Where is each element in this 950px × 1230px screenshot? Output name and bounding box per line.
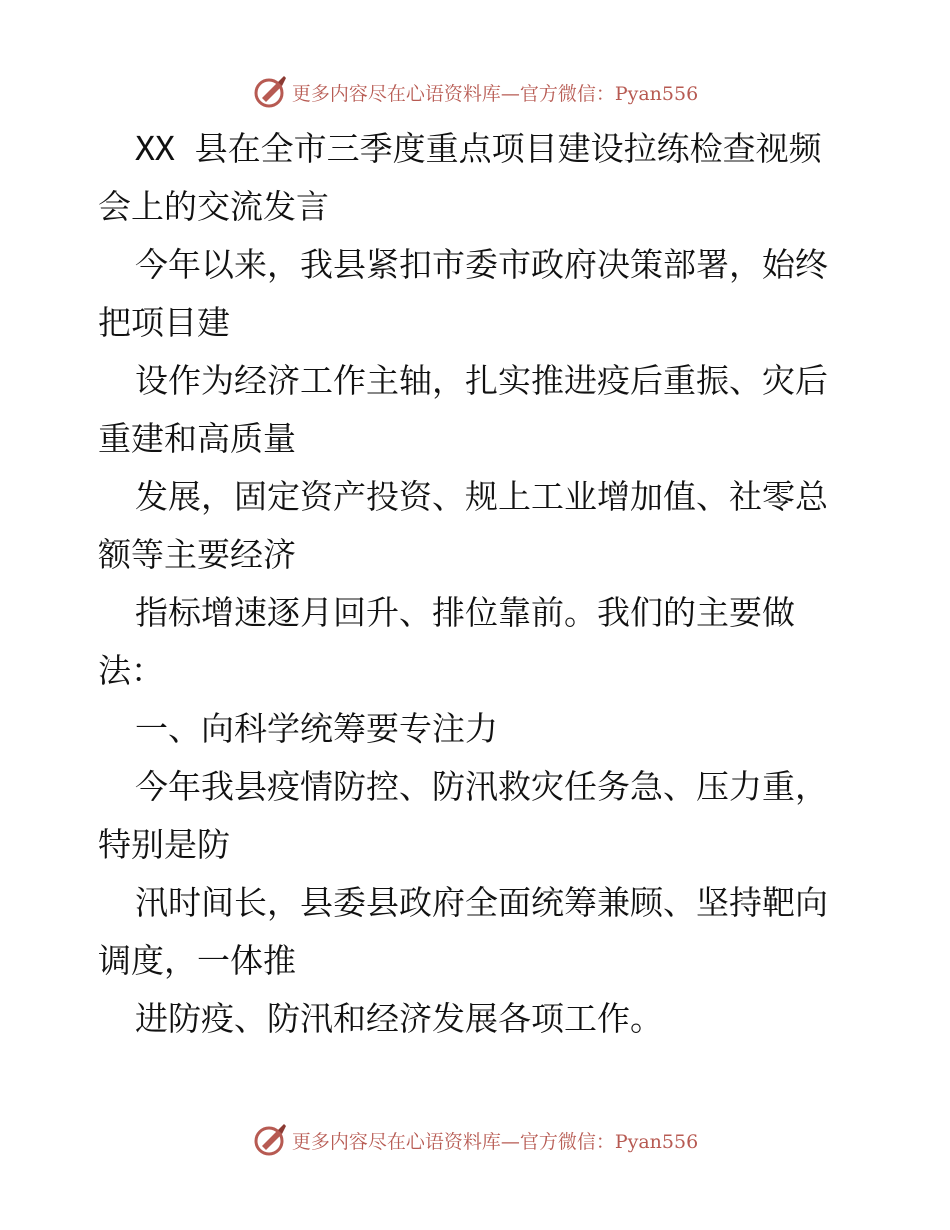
paragraph-line: 汛时间长，县委县政府全面统筹兼顾、坚持靶向 — [135, 883, 828, 922]
watermark-text: 更多内容尽在心语资料库—官方微信：Pyan556 — [291, 82, 699, 105]
watermark-footer — [0, 1120, 950, 1160]
pen-logo-icon — [252, 1122, 288, 1158]
title-line-1: XX 县在全市三季度重点项目建设拉练检查视频 — [135, 129, 822, 168]
paragraph-line: 重建和高质量 — [98, 419, 296, 458]
watermark-header — [0, 72, 950, 112]
paragraph-line: 把项目建 — [98, 303, 230, 342]
paragraph-line: 特别是防 — [98, 825, 230, 864]
title-line-2: 会上的交流发言 — [98, 187, 329, 226]
paragraph-line: 法： — [98, 651, 164, 690]
paragraph-line: 调度，一体推 — [98, 941, 296, 980]
paragraph-line: 设作为经济工作主轴，扎实推进疫后重振、灾后 — [135, 361, 828, 400]
paragraph-line: 额等主要经济 — [98, 535, 296, 574]
section-heading: 一、向科学统筹要专注力 — [135, 709, 498, 748]
paragraph-line: 今年以来，我县紧扣市委市政府决策部署，始终 — [135, 245, 828, 284]
paragraph-line: 今年我县疫情防控、防汛救灾任务急、压力重， — [135, 767, 828, 806]
document-body — [98, 120, 858, 1048]
watermark-text: 更多内容尽在心语资料库—官方微信：Pyan556 — [291, 1130, 699, 1153]
paragraph-line: 指标增速逐月回升、排位靠前。我们的主要做 — [135, 593, 795, 632]
pen-logo-icon — [252, 74, 288, 110]
paragraph-line: 发展，固定资产投资、规上工业增加值、社零总 — [135, 477, 828, 516]
paragraph-line: 进防疫、防汛和经济发展各项工作。 — [135, 999, 663, 1038]
